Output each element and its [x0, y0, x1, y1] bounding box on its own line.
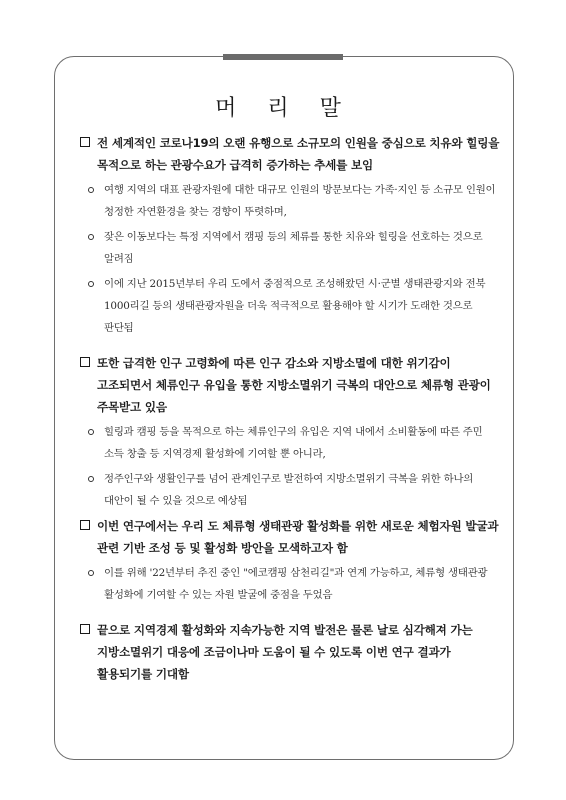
- square-bullet-icon: [80, 520, 90, 530]
- section-heading: [80, 619, 500, 685]
- list-item-text: 잦은 이동보다는 특정 지역에서 캠핑 등의 체류를 통한 치유와 힐링을 선호하는 것으로 알려짐: [104, 231, 483, 265]
- circle-bullet-icon: [88, 476, 94, 482]
- circle-bullet-icon: [88, 570, 94, 576]
- circle-bullet-icon: [88, 187, 94, 193]
- list-item: [88, 273, 500, 339]
- section-3: [80, 515, 500, 606]
- section-heading-text: 또한 급격한 인구 고령화에 따른 인구 감소와 지방소멸에 대한 위기감이 고조되면서 체류인구 유입을 통한 지방소멸위기 극복의 대안으로 체류형 관광이 주목받고 있음: [97, 356, 491, 414]
- list-item: [88, 562, 500, 606]
- square-bullet-icon: [80, 357, 90, 367]
- top-tab-decoration: [223, 54, 343, 60]
- section-heading-text: 전 세계적인 코로나19의 오랜 유행으로 소규모의 인원을 중심으로 치유와 힐링을 목적으로 하는 관광수요가 급격히 증가하는 추세를 보임: [97, 136, 500, 172]
- circle-bullet-icon: [88, 234, 94, 240]
- section-heading-text: 이번 연구에서는 우리 도 체류형 생태관광 활성화를 위한 새로운 체험자원 발굴과 관련 기반 조성 등 및 활성화 방안을 모색하고자 함: [97, 519, 499, 555]
- section-heading: [80, 515, 500, 559]
- list-item: [88, 468, 500, 512]
- list-item-text: 정주인구와 생활인구를 넘어 관계인구로 발전하여 지방소멸위기 극복을 위한 하나의 대안이 될 수 있을 것으로 예상됨: [104, 473, 474, 507]
- circle-bullet-icon: [88, 429, 94, 435]
- square-bullet-icon: [80, 624, 90, 634]
- circle-bullet-icon: [88, 281, 94, 287]
- section-heading: [80, 352, 500, 418]
- section-heading: [80, 132, 500, 176]
- square-bullet-icon: [80, 137, 90, 147]
- section-4: [80, 619, 500, 685]
- preface-content: [80, 132, 500, 685]
- section-1: [80, 132, 500, 339]
- list-item-text: 힐링과 캠핑 등을 목적으로 하는 체류인구의 유입은 지역 내에서 소비활동에 따른 주민 소득 창출 등 지역경제 활성화에 기여할 뿐 아니라,: [104, 426, 483, 460]
- section-heading-text: 끝으로 지역경제 활성화와 지속가능한 지역 발전은 물론 날로 심각해져 가는 지방소멸위기 대응에 조금이나마 도움이 될 수 있도록 이번 연구 결과가 활용되기를 기대함: [97, 623, 473, 681]
- list-item-text: 이를 위해 '22년부터 추진 중인 "에코캠핑 삼천리길"과 연계 가능하고, 체류형 생태관광 활성화에 기여할 수 있는 자원 발굴에 중점을 두었음: [104, 567, 488, 601]
- list-item: [88, 226, 500, 270]
- section-2: [80, 352, 500, 512]
- list-item-text: 이에 지난 2015년부터 우리 도에서 중점적으로 조성해왔던 시·군별 생태관광지와 전북 1000리길 등의 생태관광자원을 더욱 적극적으로 활용해야 할 시기가 도래한 것으로 판단됨: [104, 278, 486, 334]
- list-item: [88, 421, 500, 465]
- list-item-text: 여행 지역의 대표 관광자원에 대한 대규모 인원의 방문보다는 가족·지인 등 소규모 인원이 청정한 자연환경을 찾는 경향이 뚜렷하며,: [104, 184, 496, 218]
- list-item: [88, 179, 500, 223]
- page-title: 머 리 말: [215, 95, 353, 121]
